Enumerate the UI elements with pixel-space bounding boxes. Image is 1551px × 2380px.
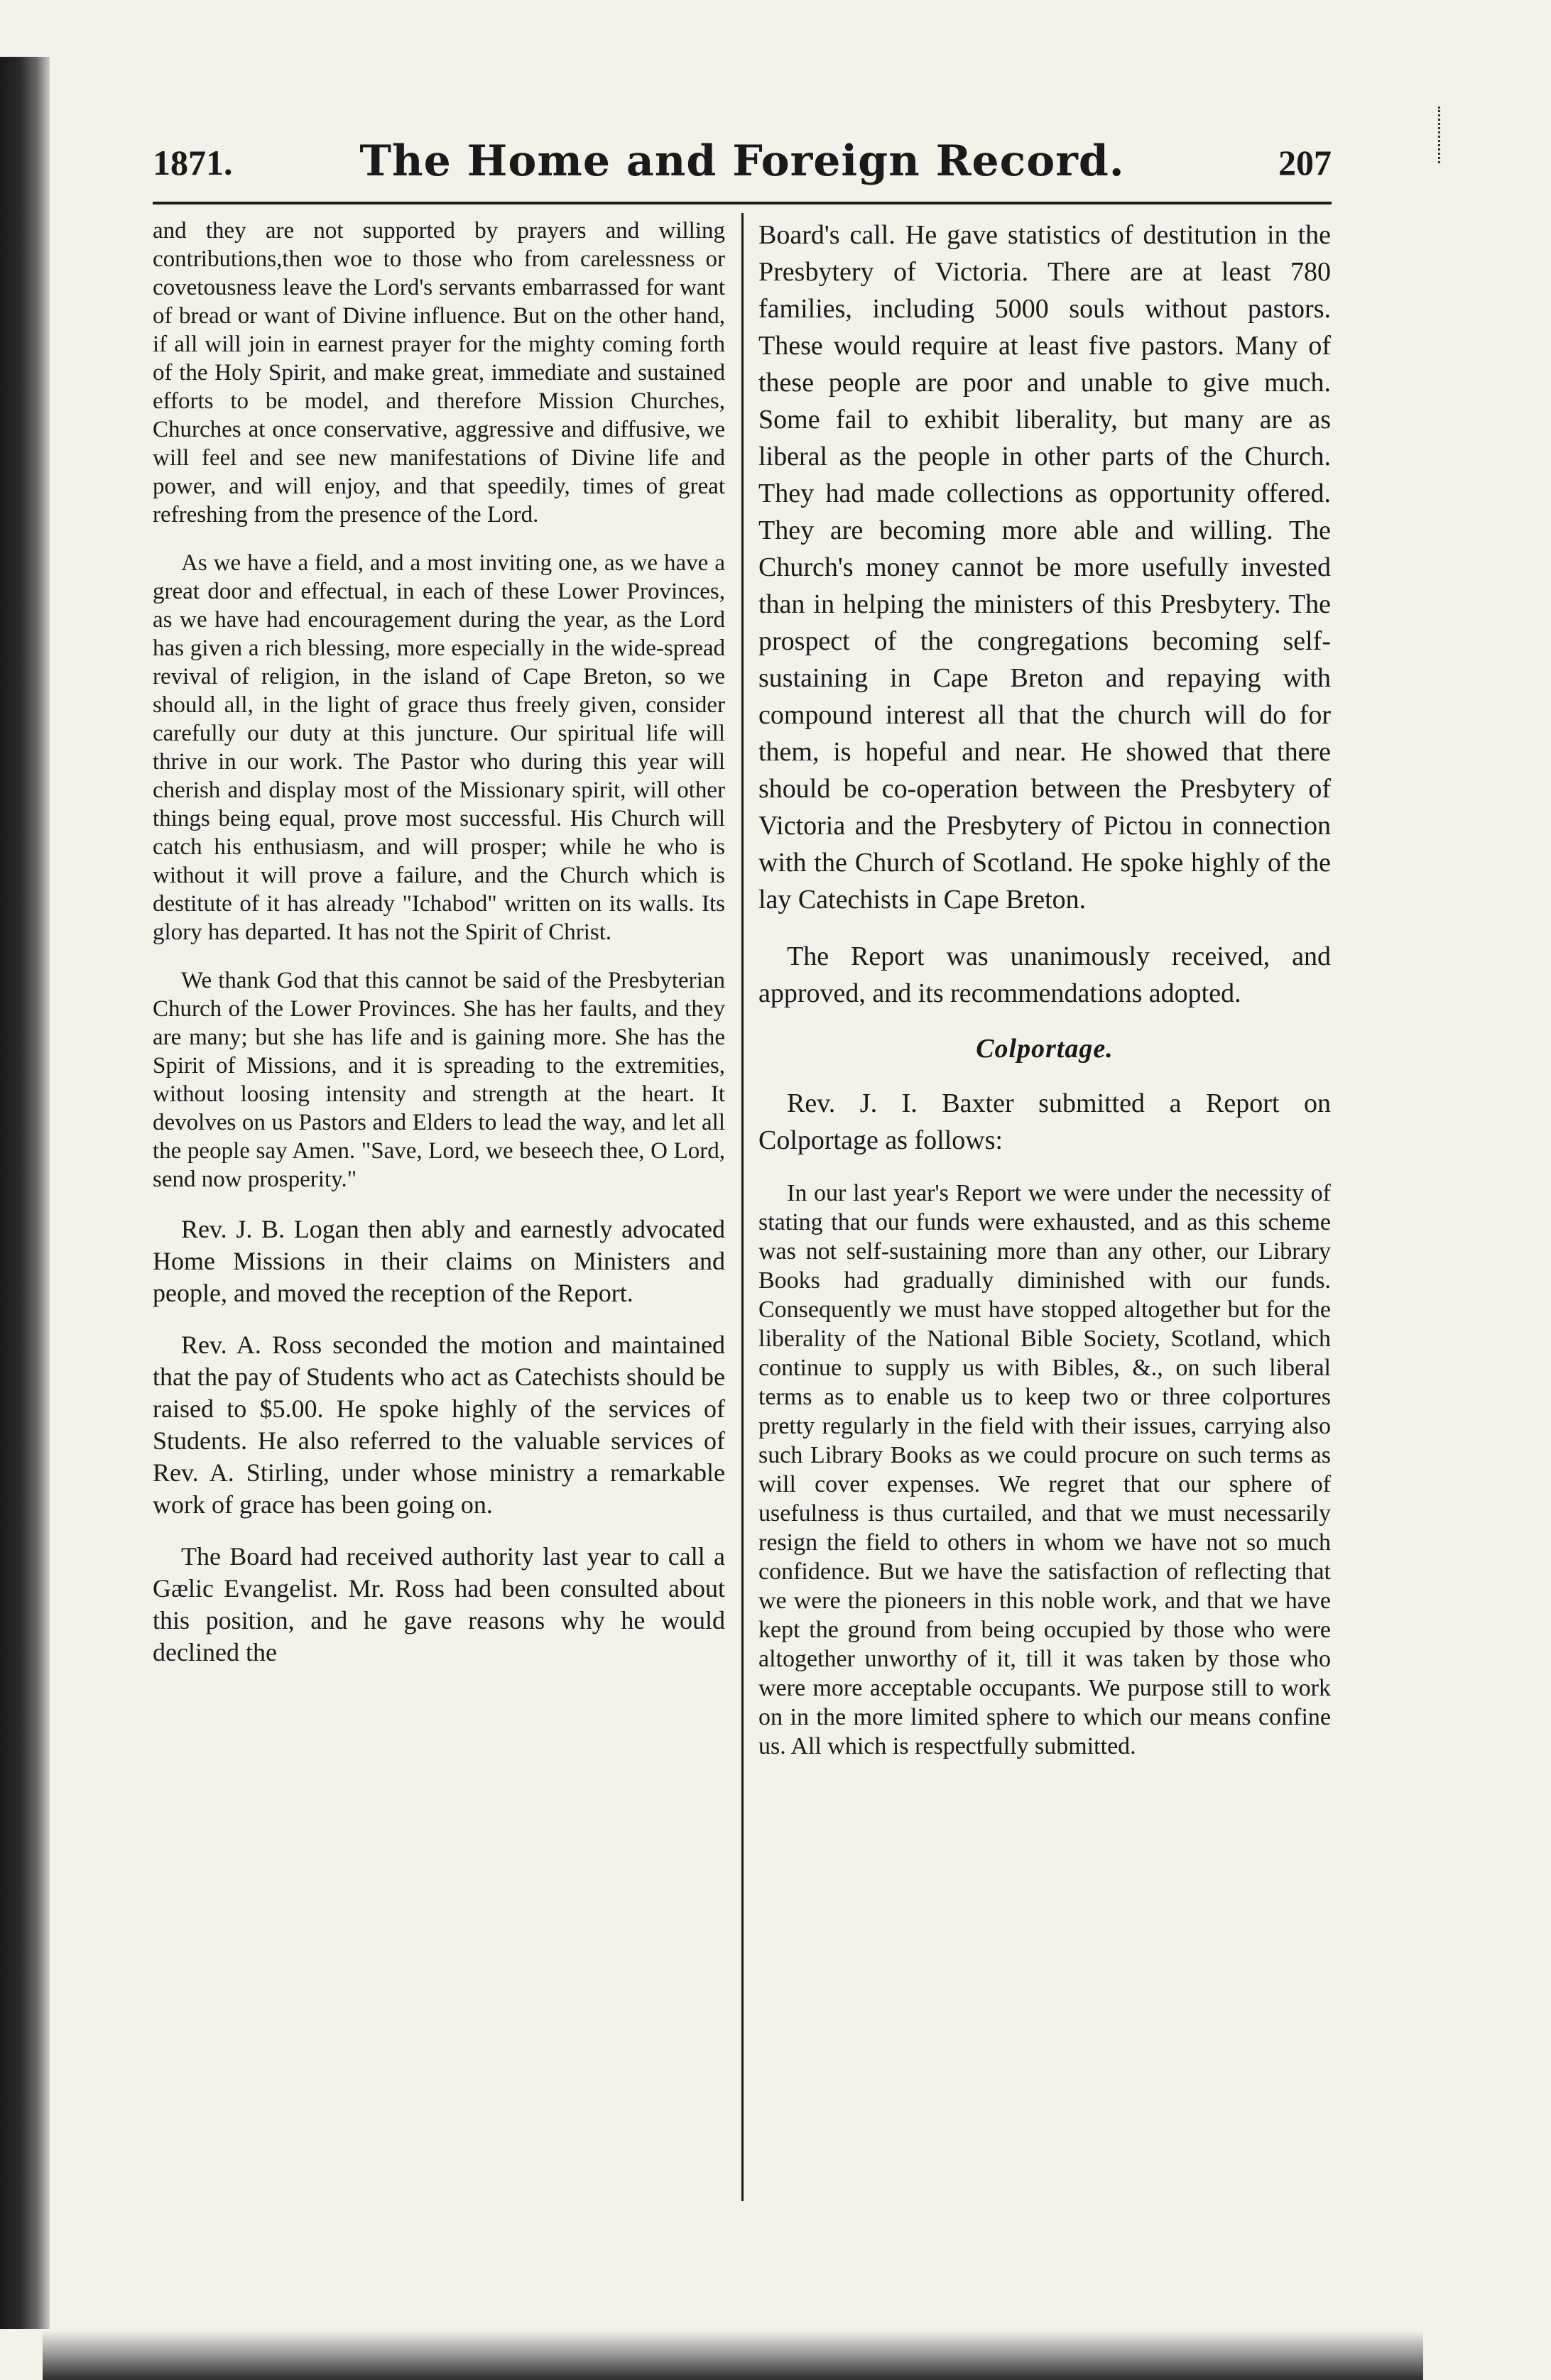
paragraph: and they are not supported by prayers and willing contributions,then woe to those who from carelessness or covetousness leave the Lord's servants embarrassed for want of bread or want of Divine influence. But on the other hand, if all will join in earnest prayer for the mighty coming forth of the Holy Spirit, and make great, immediate and sustained efforts to be model, and therefore Mission Churches, Churches at once conservative, aggressive and diffusive, we will feel and see new manifestations of Divine life and power, and will enjoy, and that speedily, times of great refreshing from the presence of the Lord. <box>153 218 725 528</box>
page-header <box>153 136 1332 196</box>
left-column <box>153 217 725 1688</box>
paragraph: As we have a field, and a most inviting one, as we have a great door and effectual, in each of these Lower Provinces, as we have had encouragement during the year, as the Lord has given a rich blessing, more especially in the wide-spread revival of religion, in the island of Cape Breton, so we should all, in the light of grace thus freely given, consider carefully our duty at this juncture. Our spiritual life will thrive in our work. The Pastor who during this year will cherish and display most of the Missionary spirit, will other things being equal, prove most successful. His Church will catch his enthusiasm, and will prosper; while he who is without it will prove a failure, and the Church which is destitute of it has already "Ichabod" written on its walls. Its glory has departed. It has not the Spirit of Christ. <box>153 550 725 945</box>
journal-title: The Home and Foreign Record. <box>359 136 1125 186</box>
page-number: 207 <box>1278 143 1332 182</box>
paragraph: In our last year's Report we were under the necessity of stating that our funds were exhausted, and as this scheme was not self-sustaining more than any other, our Library Books had gradually diminished with our funds. Consequently we must have stopped altogether but for the liberality of the National Bible Society, Scotland, which continue to supply us with Bibles, &., on such liberal terms as to enable us to keep two or three colportures pretty regularly in the field with their issues, carrying also such Library Books as we could procure on such terms as will cover expenses. We regret that our sphere of usefulness is thus curtailed, and that we must necessarily resign the field to others in whom we have not so much confidence. But we have the satisfaction of reflecting that we were the pioneers in this noble work, and that we have kept the ground from being occupied by those who were altogether unworthy of it, till it was taken by those who were more acceptable occupants. We purpose still to work on in the more limited sphere to which our means confine us. All which is respectfully submitted. <box>758 1180 1331 1759</box>
margin-marks <box>1438 107 1444 163</box>
paragraph: Rev. J. B. Logan then ably and earnestly advocated Home Missions in their claims on Ministers and people, and moved the reception of the Report. <box>153 1215 725 1307</box>
paragraph: Rev. J. I. Baxter submitted a Report on Colportage as follows: <box>758 1088 1331 1155</box>
paragraph: The Report was unanimously received, and approved, and its recommendations adopted. <box>758 941 1331 1008</box>
section-heading: Colportage. <box>976 1034 1114 1064</box>
paragraph: We thank God that this cannot be said of the Presbyterian Church of the Lower Provinces. She has her faults, and they are many; but she has life and is gaining more. She has the Spirit of Missions, and it is spreading to the extremities, without loosing intensity and strength at the heart. It devolves on us Pastors and Elders to lead the way, and let all the people say Amen. "Save, Lord, we beseech thee, O Lord, send now prosperity." <box>153 968 725 1192</box>
book-binding-shadow <box>0 57 50 2329</box>
header-rule <box>153 202 1332 204</box>
page-bottom-shadow <box>43 2330 1423 2380</box>
right-column <box>758 217 1331 1781</box>
paragraph: Rev. A. Ross seconded the motion and maintained that the pay of Students who act as Catechists should be raised to $5.00. He spoke highly of the services of Students. He also referred to the valuable services of Rev. A. Stirling, under whose ministry a remarkable work of grace has been going on. <box>153 1331 725 1519</box>
column-divider <box>741 213 744 2201</box>
paragraph: The Board had received authority last year to call a Gælic Evangelist. Mr. Ross had been consulted about this position, and he gave reasons why he would declined the <box>153 1542 725 1666</box>
header-year: 1871. <box>153 143 233 182</box>
paragraph: Board's call. He gave statistics of destitution in the Presbytery of Victoria. There are at least 780 families, including 5000 souls without pastors. These would require at least five pastors. Many of these people are poor and unable to give much. Some fail to exhibit liberality, but many are as liberal as the people in other parts of the Church. They had made collections as opportunity offered. They are becoming more able and willing. The Church's money cannot be more usefully invested than in helping the ministers of this Presbytery. The prospect of the congregations becoming self-sustaining in Cape Breton and repaying with compound interest all that the church will do for them, is hopeful and near. He showed that there should be co-operation between the Presbytery of Victoria and the Presbytery of Pictou in connection with the Church of Scotland. He spoke highly of the lay Catechists in Cape Breton. <box>758 220 1331 915</box>
